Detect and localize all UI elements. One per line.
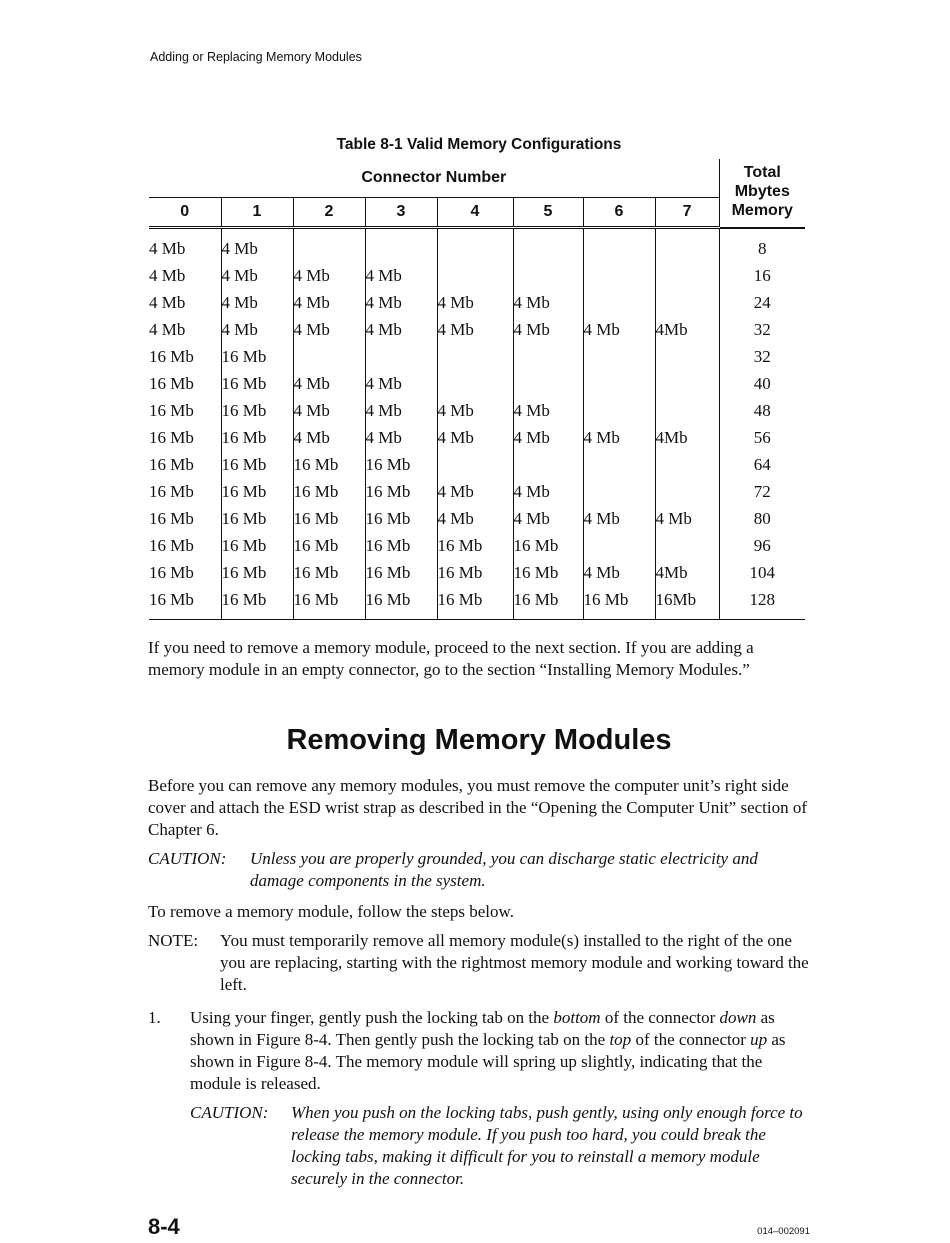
table-cell — [583, 532, 655, 559]
table-cell: 4 Mb — [149, 265, 186, 285]
table-cell: 4 Mb — [437, 478, 513, 505]
table-cell: 4 Mb — [221, 316, 293, 343]
table-cell: 4 Mb — [365, 397, 437, 424]
table-cell: 4 Mb — [513, 397, 583, 424]
total-cell: 40 — [719, 370, 805, 397]
table-cell: 16 Mb — [583, 586, 655, 613]
total-cell: 8 — [719, 235, 805, 262]
table-cell: 16 Mb — [293, 478, 365, 505]
caution-text-2: When you push on the locking tabs, push gently, using only enough force to release the memory module. If you push too hard, you could break the locking tabs, making it difficult for you to reinstall a memory module securely in the connector. — [291, 1103, 803, 1188]
table-row — [149, 478, 805, 505]
table-cell: 4 Mb — [365, 316, 437, 343]
document-code: 014–002091 — [757, 1226, 810, 1237]
table-cell — [655, 370, 719, 397]
table-cell: 16 Mb — [221, 370, 293, 397]
table-cell: 16 Mb — [221, 451, 293, 478]
total-cell: 32 — [719, 316, 805, 343]
table-cell: 4 Mb — [293, 316, 365, 343]
table-cell — [655, 343, 719, 370]
table-cell — [437, 235, 513, 262]
table-cell — [513, 451, 583, 478]
table-cell: 16 Mb — [149, 481, 194, 501]
total-cell: 48 — [719, 397, 805, 424]
table-cell: 16 Mb — [437, 559, 513, 586]
table-cell: 16 Mb — [365, 505, 437, 532]
table-cell — [437, 370, 513, 397]
table-cell — [655, 289, 719, 316]
table-cell — [513, 343, 583, 370]
table-cell: 4 Mb — [293, 397, 365, 424]
caution-label: CAUTION: — [148, 849, 227, 868]
table-cell: 16 Mb — [513, 532, 583, 559]
table-cell: 16 Mb — [293, 505, 365, 532]
total-cell: 80 — [719, 505, 805, 532]
table-cell: 16 Mb — [149, 562, 194, 582]
table-row — [149, 343, 805, 370]
table-cell: 16 Mb — [149, 508, 194, 528]
table-cell: 4 Mb — [365, 424, 437, 451]
table-cell — [583, 478, 655, 505]
table-cell: 4 Mb — [221, 262, 293, 289]
table-cell — [513, 370, 583, 397]
table-row — [149, 397, 805, 424]
total-cell: 72 — [719, 478, 805, 505]
table-cell — [583, 397, 655, 424]
prerequisite-paragraph: Before you can remove any memory modules, you must remove the computer unit’s right side cover and attach the ESD wrist strap as described in the “Opening the Computer Unit” section of Chapter 6. — [148, 776, 808, 839]
total-cell: 104 — [719, 559, 805, 586]
table-cell: 4 Mb — [513, 289, 583, 316]
total-memory-header: Total Mbytes Memory — [719, 159, 805, 228]
table-cell: 16 Mb — [149, 346, 194, 366]
total-cell: 24 — [719, 289, 805, 316]
table-cell: 16 Mb — [149, 427, 194, 447]
table-cell: 4Mb — [655, 424, 719, 451]
table-row — [149, 316, 805, 343]
caution-text: Unless you are properly grounded, you can discharge static electricity and damage components in the system. — [250, 849, 758, 890]
table-cell — [655, 532, 719, 559]
table-cell: 4 Mb — [513, 505, 583, 532]
col-header-1: 1 — [221, 198, 293, 228]
table-cell: 4 Mb — [583, 559, 655, 586]
table-cell: 4 Mb — [513, 316, 583, 343]
table-cell — [293, 343, 365, 370]
table-cell: 4 Mb — [583, 316, 655, 343]
col-header-0: 0 — [149, 198, 221, 228]
table-cell: 16 Mb — [221, 397, 293, 424]
table-bottom-border — [149, 613, 805, 620]
table-cell — [655, 262, 719, 289]
table-cell: 4 Mb — [437, 424, 513, 451]
total-cell: 56 — [719, 424, 805, 451]
column-header-row — [149, 198, 805, 228]
table-cell: 16 Mb — [365, 586, 437, 613]
table-cell: 16 Mb — [221, 505, 293, 532]
table-cell — [513, 235, 583, 262]
table-cell — [365, 235, 437, 262]
col-header-5: 5 — [513, 198, 583, 228]
col-header-7: 7 — [655, 198, 719, 228]
table-cell: 16 Mb — [149, 535, 194, 555]
table-cell: 4Mb — [655, 316, 719, 343]
col-header-2: 2 — [293, 198, 365, 228]
table-cell — [513, 262, 583, 289]
table-row — [149, 424, 805, 451]
step-text: Using your finger, gently push the locking tab on the bottom of the connector down as shown in Figure 8-4. Then gently push the locking tab on the top of the connector up as shown in Figure 8-4. The memory module will spring up slightly, indicating that the module is released. — [190, 1008, 786, 1093]
table-cell: 4 Mb — [149, 319, 186, 339]
table-cell — [655, 235, 719, 262]
table-cell: 4 Mb — [583, 424, 655, 451]
connector-number-header: Connector Number — [149, 159, 719, 198]
table-cell — [437, 451, 513, 478]
table-cell: 4 Mb — [365, 289, 437, 316]
table-cell: 16 Mb — [437, 532, 513, 559]
step-number: 1. — [148, 1008, 161, 1027]
table-cell: 4 Mb — [437, 505, 513, 532]
total-cell: 16 — [719, 262, 805, 289]
table-row — [149, 532, 805, 559]
total-cell: 64 — [719, 451, 805, 478]
table-cell: 16Mb — [655, 586, 719, 613]
table-cell: 16 Mb — [149, 589, 194, 609]
table-cell: 4 Mb — [293, 424, 365, 451]
table-cell: 4 Mb — [513, 424, 583, 451]
total-cell: 96 — [719, 532, 805, 559]
memory-config-table — [149, 159, 805, 620]
table-cell: 4 Mb — [221, 235, 293, 262]
table-cell — [437, 262, 513, 289]
table-cell: 16 Mb — [221, 532, 293, 559]
table-row — [149, 262, 805, 289]
table-cell: 4 Mb — [293, 370, 365, 397]
steps-intro: To remove a memory module, follow the steps below. — [148, 902, 514, 921]
table-cell: 4 Mb — [293, 262, 365, 289]
table-cell — [437, 343, 513, 370]
table-cell: 4 Mb — [655, 505, 719, 532]
table-cell: 16 Mb — [221, 478, 293, 505]
table-cell: 16 Mb — [293, 559, 365, 586]
total-cell: 128 — [719, 586, 805, 613]
table-cell: 4 Mb — [513, 478, 583, 505]
table-cell: 4 Mb — [437, 289, 513, 316]
caution-label-2: CAUTION: — [190, 1103, 269, 1122]
col-header-4: 4 — [437, 198, 513, 228]
table-cell — [583, 235, 655, 262]
table-cell: 4Mb — [655, 559, 719, 586]
table-cell: 16 Mb — [365, 478, 437, 505]
table-cell: 16 Mb — [293, 532, 365, 559]
table-cell: 16 Mb — [221, 586, 293, 613]
table-cell: 16 Mb — [149, 400, 194, 420]
table-cell — [583, 262, 655, 289]
table-cell: 16 Mb — [149, 373, 194, 393]
table-row — [149, 586, 805, 613]
table-cell: 16 Mb — [437, 586, 513, 613]
table-cell: 4 Mb — [149, 292, 186, 312]
table-cell — [583, 343, 655, 370]
table-row — [149, 370, 805, 397]
table-cell: 16 Mb — [221, 343, 293, 370]
table-cell: 16 Mb — [221, 424, 293, 451]
table-cell: 16 Mb — [293, 451, 365, 478]
table-cell: 4 Mb — [437, 316, 513, 343]
table-cell: 16 Mb — [221, 559, 293, 586]
table-cell — [655, 478, 719, 505]
table-cell: 16 Mb — [365, 532, 437, 559]
table-cell: 4 Mb — [365, 370, 437, 397]
note-label: NOTE: — [148, 931, 199, 950]
table-cell: 4 Mb — [365, 262, 437, 289]
col-header-6: 6 — [583, 198, 655, 228]
table-cell: 4 Mb — [221, 289, 293, 316]
table-cell — [655, 451, 719, 478]
table-cell: 16 Mb — [513, 559, 583, 586]
total-cell: 32 — [719, 343, 805, 370]
col-header-3: 3 — [365, 198, 437, 228]
table-cell: 16 Mb — [149, 454, 194, 474]
table-cell — [293, 235, 365, 262]
table-cell: 16 Mb — [293, 586, 365, 613]
note-text: You must temporarily remove all memory module(s) installed to the right of the one you are replacing, starting with the rightmost memory module and working toward the left. — [220, 931, 809, 994]
table-row — [149, 451, 805, 478]
table-row — [149, 235, 805, 262]
table-cell: 4 Mb — [149, 238, 186, 258]
table-caption: Table 8-1 Valid Memory Configurations — [336, 136, 622, 153]
running-header: Adding or Replacing Memory Modules — [150, 50, 362, 64]
table-row — [149, 559, 805, 586]
page-number: 8-4 — [148, 1214, 180, 1239]
table-row — [149, 289, 805, 316]
table-cell: 4 Mb — [437, 397, 513, 424]
intro-paragraph: If you need to remove a memory module, proceed to the next section. If you are adding a memory module in an empty connector, go to the section “Installing Memory Modules.” — [148, 638, 754, 679]
table-cell — [655, 397, 719, 424]
section-title: Removing Memory Modules — [286, 724, 672, 756]
table-cell: 16 Mb — [513, 586, 583, 613]
table-spacer — [149, 228, 805, 236]
table-cell: 16 Mb — [365, 559, 437, 586]
table-cell — [365, 343, 437, 370]
table-cell — [583, 370, 655, 397]
table-cell: 16 Mb — [365, 451, 437, 478]
table-row — [149, 505, 805, 532]
table-cell — [583, 451, 655, 478]
table-cell — [583, 289, 655, 316]
table-cell: 4 Mb — [293, 289, 365, 316]
table-cell: 4 Mb — [583, 505, 655, 532]
